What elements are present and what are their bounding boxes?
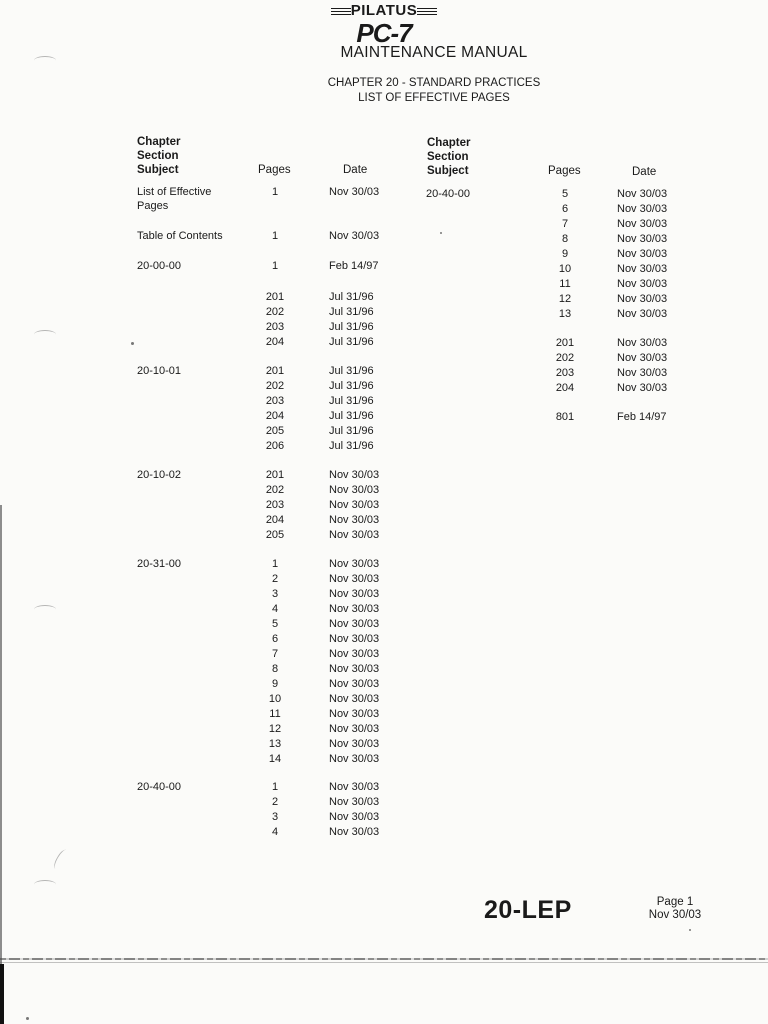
brand-logo	[0, 2, 768, 19]
lep-page-cell: 4	[271, 603, 279, 615]
lep-date-cell: Nov 30/03	[329, 484, 380, 496]
lep-date-cell: Nov 30/03	[329, 678, 380, 690]
manual-title: MAINTENANCE MANUAL	[340, 44, 528, 61]
lep-date-cell: Jul 31/96	[329, 440, 374, 452]
right-date-header: Date	[632, 166, 657, 178]
lep-date-cell: Nov 30/03	[329, 708, 380, 720]
lep-subject-cell: Table of Contents	[137, 230, 223, 242]
subject-header-line: Chapter	[427, 137, 471, 149]
lep-page-cell: 6	[271, 633, 279, 645]
punch-hole-mark	[52, 848, 71, 872]
lep-subject-cell: 20-40-00	[137, 781, 182, 793]
lep-page-cell: 10	[268, 693, 282, 705]
left-date-header: Date	[343, 164, 368, 176]
aircraft-model: PC-7	[356, 18, 412, 48]
punch-hole-mark	[34, 330, 56, 339]
lep-date-cell: Nov 30/03	[329, 633, 380, 645]
lep-page-cell: 203	[265, 321, 285, 333]
lep-date-cell: Jul 31/96	[329, 380, 374, 392]
lep-page-cell: 201	[555, 337, 575, 349]
scan-speck	[689, 929, 691, 931]
lep-subject-cell: 20-00-00	[137, 260, 182, 272]
lep-page-cell: 202	[555, 352, 575, 364]
lep-date-cell: Nov 30/03	[329, 796, 380, 808]
punch-hole-mark	[34, 56, 56, 65]
left-pages-header: Pages	[258, 164, 291, 176]
lep-page-cell: 201	[265, 365, 285, 377]
lep-title: LIST OF EFFECTIVE PAGES	[358, 92, 510, 104]
lep-page-cell: 1	[271, 260, 279, 272]
lep-page-cell: 8	[271, 663, 279, 675]
punch-hole-mark	[34, 605, 56, 614]
lep-date-cell: Nov 30/03	[617, 278, 668, 290]
lep-page-cell: 1	[271, 230, 279, 242]
lep-date-cell: Nov 30/03	[329, 738, 380, 750]
lep-date-cell: Nov 30/03	[329, 558, 380, 570]
lep-page-cell: 11	[559, 278, 571, 290]
lep-date-cell: Feb 14/97	[617, 411, 667, 423]
brand-name: PILATUS	[350, 2, 418, 19]
lep-page-cell: 206	[265, 440, 285, 452]
lep-page-cell: 2	[271, 796, 279, 808]
lep-date-cell: Nov 30/03	[329, 588, 380, 600]
lep-subject-cell: 20-10-02	[137, 469, 182, 481]
lep-date-cell: Nov 30/03	[329, 811, 380, 823]
footer-page-info	[636, 896, 714, 922]
lep-page-cell: 3	[271, 811, 279, 823]
lep-date-cell: Nov 30/03	[329, 603, 380, 615]
lep-date-cell: Nov 30/03	[617, 233, 668, 245]
lep-date-cell: Nov 30/03	[329, 663, 380, 675]
lep-date-cell: Jul 31/96	[329, 410, 374, 422]
lep-page-cell: 2	[271, 573, 279, 585]
lep-page-cell: 11	[269, 708, 281, 720]
lep-date-cell: Jul 31/96	[329, 291, 374, 303]
lep-date-cell: Jul 31/96	[329, 425, 374, 437]
lep-date-cell: Jul 31/96	[329, 321, 374, 333]
lep-page-cell: 203	[265, 395, 285, 407]
lep-page-cell: 13	[558, 308, 572, 320]
lep-page-cell: 203	[265, 499, 285, 511]
lep-page-cell: 204	[555, 382, 575, 394]
lep-page-cell: 10	[558, 263, 572, 275]
chapter-title: CHAPTER 20 - STANDARD PRACTICES	[327, 77, 541, 89]
lep-subject-cell: Pages	[137, 200, 169, 212]
lep-page-cell: 13	[268, 738, 282, 750]
lep-date-cell: Nov 30/03	[329, 230, 380, 242]
lep-date-cell: Nov 30/03	[617, 293, 668, 305]
lep-page-cell: 9	[561, 248, 569, 260]
subject-header-line: Subject	[427, 165, 469, 177]
lep-page-cell: 8	[561, 233, 569, 245]
lep-date-cell: Nov 30/03	[329, 693, 380, 705]
lep-page-cell: 1	[271, 781, 279, 793]
lep-page-cell: 204	[265, 514, 285, 526]
footer-page-code: 20-LEP	[484, 896, 572, 924]
punch-hole-mark	[34, 880, 56, 889]
lep-date-cell: Jul 31/96	[329, 336, 374, 348]
subject-header-line: Section	[427, 151, 469, 163]
logo-wing-left-icon	[331, 8, 351, 15]
lep-page-cell: 801	[555, 411, 575, 423]
lep-date-cell: Nov 30/03	[329, 186, 380, 198]
lep-page-cell: 205	[265, 529, 285, 541]
lep-date-cell: Nov 30/03	[617, 248, 668, 260]
lep-page-cell: 204	[265, 336, 285, 348]
lep-page-cell: 12	[558, 293, 572, 305]
scan-edge-line	[0, 962, 768, 963]
lep-page-cell: 1	[271, 558, 279, 570]
scan-shadow-bar	[0, 964, 4, 1024]
left-subject-header	[137, 135, 180, 177]
lep-date-cell: Nov 30/03	[329, 469, 380, 481]
lep-date-cell: Nov 30/03	[617, 263, 668, 275]
lep-date-cell: Jul 31/96	[329, 306, 374, 318]
lep-page-cell: 9	[271, 678, 279, 690]
lep-date-cell: Feb 14/97	[329, 260, 379, 272]
scan-speck	[440, 232, 442, 234]
lep-date-cell: Nov 30/03	[329, 753, 380, 765]
footer-page-date: Nov 30/03	[648, 909, 702, 921]
lep-page-cell: 5	[271, 618, 279, 630]
lep-page-cell: 7	[271, 648, 279, 660]
right-pages-header: Pages	[548, 165, 581, 177]
lep-date-cell: Nov 30/03	[617, 382, 668, 394]
lep-date-cell: Nov 30/03	[329, 648, 380, 660]
lep-date-cell: Nov 30/03	[617, 337, 668, 349]
lep-subject-cell: 20-40-00	[426, 188, 471, 200]
lep-date-cell: Nov 30/03	[617, 188, 668, 200]
scan-shadow-bar	[0, 505, 2, 964]
lep-date-cell: Nov 30/03	[617, 367, 668, 379]
lep-date-cell: Nov 30/03	[329, 618, 380, 630]
lep-date-cell: Nov 30/03	[329, 514, 380, 526]
lep-page-cell: 202	[265, 484, 285, 496]
scan-edge-line	[0, 958, 768, 960]
lep-subject-cell: List of Effective	[137, 186, 212, 198]
lep-page-cell: 7	[561, 218, 569, 230]
lep-date-cell: Nov 30/03	[329, 781, 380, 793]
lep-page-cell: 201	[265, 469, 285, 481]
lep-date-cell: Nov 30/03	[617, 308, 668, 320]
lep-page-cell: 5	[561, 188, 569, 200]
subject-header-line: Chapter	[137, 136, 181, 148]
lep-page-cell: 202	[265, 306, 285, 318]
scan-speck	[26, 1017, 29, 1020]
lep-page-cell: 205	[265, 425, 285, 437]
lep-date-cell: Nov 30/03	[329, 573, 380, 585]
subject-header-line: Subject	[137, 164, 179, 176]
scan-speck	[131, 342, 134, 345]
lep-date-cell: Nov 30/03	[617, 203, 668, 215]
lep-date-cell: Nov 30/03	[329, 826, 380, 838]
right-subject-header	[427, 136, 470, 178]
lep-date-cell: Nov 30/03	[329, 723, 380, 735]
lep-subject-cell: 20-31-00	[137, 558, 182, 570]
lep-subject-cell: 20-10-01	[137, 365, 182, 377]
lep-page-cell: 203	[555, 367, 575, 379]
lep-page-cell: 204	[265, 410, 285, 422]
lep-date-cell: Nov 30/03	[617, 352, 668, 364]
lep-page-cell: 4	[271, 826, 279, 838]
logo-wing-right-icon	[417, 8, 437, 15]
lep-page-cell: 202	[265, 380, 285, 392]
lep-date-cell: Nov 30/03	[329, 499, 380, 511]
lep-date-cell: Jul 31/96	[329, 395, 374, 407]
lep-page-cell: 3	[271, 588, 279, 600]
subject-header-line: Section	[137, 150, 179, 162]
lep-date-cell: Nov 30/03	[329, 529, 380, 541]
lep-page-cell: 14	[268, 753, 282, 765]
footer-page-number: Page 1	[656, 896, 694, 908]
lep-page-cell: 201	[265, 291, 285, 303]
lep-date-cell: Nov 30/03	[617, 218, 668, 230]
lep-page-cell: 6	[561, 203, 569, 215]
lep-page-cell: 1	[271, 186, 279, 198]
lep-page-cell: 12	[268, 723, 282, 735]
lep-date-cell: Jul 31/96	[329, 365, 374, 377]
